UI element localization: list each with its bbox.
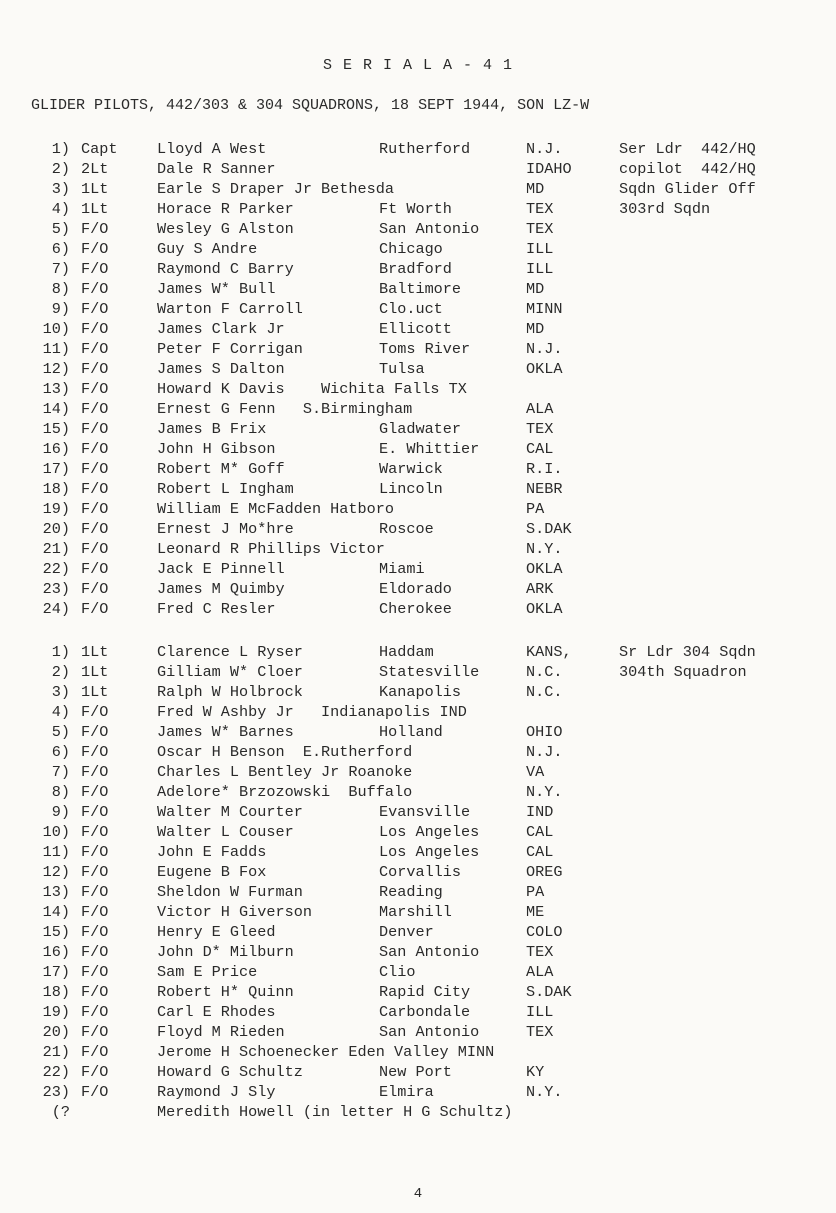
- row-name: Raymond J Sly: [157, 1083, 276, 1101]
- row-name: Robert H* Quinn: [157, 983, 294, 1001]
- row-rank: Capt: [81, 140, 118, 158]
- row-name: Sheldon W Furman: [157, 883, 303, 901]
- row-city: San Antonio: [379, 220, 480, 238]
- row-number: 21): [42, 540, 70, 558]
- row-entry: Charles L Bentley Jr Roanoke: [157, 763, 413, 781]
- row-entry: William E McFadden Hatboro: [157, 500, 394, 518]
- row-name: Robert L Ingham: [157, 480, 294, 498]
- row-city: Gladwater: [379, 420, 462, 438]
- row-name: James M Quimby: [157, 580, 285, 598]
- row-rank: 1Lt: [81, 180, 109, 198]
- row-name: Ralph W Holbrock: [157, 683, 303, 701]
- row-city: Warwick: [379, 460, 443, 478]
- row-entry: Jerome H Schoenecker Eden Valley MINN: [157, 1043, 495, 1061]
- row-state: TEX: [526, 200, 554, 218]
- row-state: N.J.: [526, 140, 563, 158]
- row-note: 303rd Sqdn: [619, 200, 711, 218]
- row-state: ARK: [526, 580, 554, 598]
- row-entry: Earle S Draper Jr Bethesda: [157, 180, 394, 198]
- row-rank: F/O: [81, 520, 109, 538]
- row-state: ALA: [526, 963, 554, 981]
- row-rank: F/O: [81, 883, 109, 901]
- row-number: 13): [42, 380, 70, 398]
- row-rank: F/O: [81, 763, 109, 781]
- row-rank: F/O: [81, 460, 109, 478]
- row-number: 13): [42, 883, 70, 901]
- row-city: Ellicott: [379, 320, 452, 338]
- row-city: Eldorado: [379, 580, 452, 598]
- row-rank: F/O: [81, 723, 109, 741]
- row-number: 22): [42, 1063, 70, 1081]
- row-number: 2): [51, 160, 70, 178]
- row-rank: F/O: [81, 560, 109, 578]
- row-state: COLO: [526, 923, 563, 941]
- row-city: Elmira: [379, 1083, 434, 1101]
- row-note: copilot 442/HQ: [619, 160, 756, 178]
- row-state: CAL: [526, 823, 554, 841]
- row-number: 10): [42, 320, 70, 338]
- row-name: Horace R Parker: [157, 200, 294, 218]
- row-number: 7): [51, 260, 70, 278]
- row-city: Kanapolis: [379, 683, 462, 701]
- row-number: 11): [42, 843, 70, 861]
- row-number: 18): [42, 983, 70, 1001]
- row-state: CAL: [526, 843, 554, 861]
- row-rank: F/O: [81, 863, 109, 881]
- row-city: Los Angeles: [379, 823, 480, 841]
- row-city: San Antonio: [379, 943, 480, 961]
- row-city: Toms River: [379, 340, 471, 358]
- row-name: Wesley G Alston: [157, 220, 294, 238]
- row-state: N.Y.: [526, 1083, 563, 1101]
- row-city: E. Whittier: [379, 440, 480, 458]
- row-entry: Fred W Ashby Jr Indianapolis IND: [157, 703, 467, 721]
- row-name: Peter F Corrigan: [157, 340, 303, 358]
- row-number: 5): [51, 220, 70, 238]
- row-state: R.I.: [526, 460, 563, 478]
- row-number: 19): [42, 1003, 70, 1021]
- row-state: N.Y.: [526, 783, 563, 801]
- row-city: San Antonio: [379, 1023, 480, 1041]
- row-state: KY: [526, 1063, 545, 1081]
- row-number: 24): [42, 600, 70, 618]
- row-state: ILL: [526, 1003, 554, 1021]
- row-state: PA: [526, 500, 545, 518]
- row-name: Gilliam W* Cloer: [157, 663, 303, 681]
- row-state: ME: [526, 903, 545, 921]
- row-number: 11): [42, 340, 70, 358]
- row-rank: F/O: [81, 1083, 109, 1101]
- row-number: 9): [51, 300, 70, 318]
- row-city: Miami: [379, 560, 425, 578]
- row-rank: F/O: [81, 580, 109, 598]
- row-state: N.C.: [526, 683, 563, 701]
- row-state: MINN: [526, 300, 563, 318]
- row-state: PA: [526, 883, 545, 901]
- row-rank: F/O: [81, 783, 109, 801]
- row-rank: F/O: [81, 440, 109, 458]
- row-number: 19): [42, 500, 70, 518]
- row-number: 17): [42, 963, 70, 981]
- row-state: IDAHO: [526, 160, 572, 178]
- row-name: Ernest J Mo*hre: [157, 520, 294, 538]
- row-rank: 1Lt: [81, 643, 109, 661]
- row-city: Clio: [379, 963, 416, 981]
- row-name: Walter M Courter: [157, 803, 303, 821]
- row-rank: 1Lt: [81, 663, 109, 681]
- row-number: 10): [42, 823, 70, 841]
- row-rank: F/O: [81, 480, 109, 498]
- row-name: Sam E Price: [157, 963, 258, 981]
- row-state: N.C.: [526, 663, 563, 681]
- row-name: Floyd M Rieden: [157, 1023, 285, 1041]
- row-city: Marshill: [379, 903, 452, 921]
- row-name: James W* Bull: [157, 280, 276, 298]
- row-rank: F/O: [81, 963, 109, 981]
- row-state: TEX: [526, 420, 554, 438]
- row-name: Raymond C Barry: [157, 260, 294, 278]
- row-city: Carbondale: [379, 1003, 471, 1021]
- row-state: S.DAK: [526, 520, 572, 538]
- row-rank: F/O: [81, 360, 109, 378]
- row-number: 17): [42, 460, 70, 478]
- row-rank: F/O: [81, 903, 109, 921]
- row-number: 4): [51, 200, 70, 218]
- page-number: 4: [413, 1186, 423, 1202]
- row-name: James Clark Jr: [157, 320, 285, 338]
- row-number: 9): [51, 803, 70, 821]
- row-rank: F/O: [81, 240, 109, 258]
- row-name: Jack E Pinnell: [157, 560, 285, 578]
- row-entry: Howard K Davis Wichita Falls TX: [157, 380, 467, 398]
- row-city: Denver: [379, 923, 434, 941]
- row-state: ALA: [526, 400, 554, 418]
- row-number: 23): [42, 580, 70, 598]
- row-rank: F/O: [81, 260, 109, 278]
- row-name: Dale R Sanner: [157, 160, 276, 178]
- row-rank: F/O: [81, 320, 109, 338]
- row-state: OKLA: [526, 360, 563, 378]
- row-number: 3): [51, 683, 70, 701]
- row-rank: F/O: [81, 400, 109, 418]
- row-number: 16): [42, 943, 70, 961]
- row-rank: 1Lt: [81, 200, 109, 218]
- row-rank: F/O: [81, 923, 109, 941]
- row-number: 20): [42, 1023, 70, 1041]
- row-rank: 2Lt: [81, 160, 109, 178]
- row-state: OHIO: [526, 723, 563, 741]
- roster-subtitle: GLIDER PILOTS, 442/303 & 304 SQUADRONS, 18 SEPT 1944, SON LZ-W: [31, 97, 590, 114]
- row-city: Los Angeles: [379, 843, 480, 861]
- row-name: James S Dalton: [157, 360, 285, 378]
- row-state: ILL: [526, 260, 554, 278]
- row-note: Sqdn Glider Off: [619, 180, 756, 198]
- row-note: Sr Ldr 304 Sqdn: [619, 643, 756, 661]
- row-rank: F/O: [81, 280, 109, 298]
- row-name: Howard G Schultz: [157, 1063, 303, 1081]
- row-name: Lloyd A West: [157, 140, 267, 158]
- row-state: MD: [526, 180, 545, 198]
- row-state: OREG: [526, 863, 563, 881]
- row-number: 1): [51, 643, 70, 661]
- row-entry: Adelore* Brzozowski Buffalo: [157, 783, 413, 801]
- row-state: TEX: [526, 1023, 554, 1041]
- row-rank: F/O: [81, 983, 109, 1001]
- row-rank: F/O: [81, 1063, 109, 1081]
- row-city: Clo.uct: [379, 300, 443, 318]
- row-number: 6): [51, 743, 70, 761]
- row-name: Fred C Resler: [157, 600, 276, 618]
- row-city: New Port: [379, 1063, 452, 1081]
- row-state: ILL: [526, 240, 554, 258]
- row-rank: F/O: [81, 843, 109, 861]
- row-rank: F/O: [81, 1023, 109, 1041]
- row-rank: F/O: [81, 823, 109, 841]
- row-city: Bradford: [379, 260, 452, 278]
- row-note: Ser Ldr 442/HQ: [619, 140, 756, 158]
- row-name: Victor H Giverson: [157, 903, 312, 921]
- row-number: 7): [51, 763, 70, 781]
- row-city: Statesville: [379, 663, 480, 681]
- row-state: OKLA: [526, 560, 563, 578]
- row-entry: Meredith Howell (in letter H G Schultz): [157, 1103, 513, 1121]
- row-state: CAL: [526, 440, 554, 458]
- row-city: Baltimore: [379, 280, 462, 298]
- row-number: 14): [42, 903, 70, 921]
- row-rank: F/O: [81, 300, 109, 318]
- row-name: John E Fadds: [157, 843, 267, 861]
- row-rank: F/O: [81, 220, 109, 238]
- row-number: 21): [42, 1043, 70, 1061]
- row-state: S.DAK: [526, 983, 572, 1001]
- row-number: 20): [42, 520, 70, 538]
- row-number: 12): [42, 863, 70, 881]
- row-state: N.J.: [526, 340, 563, 358]
- row-number: 2): [51, 663, 70, 681]
- row-rank: F/O: [81, 600, 109, 618]
- row-number: 22): [42, 560, 70, 578]
- row-city: Roscoe: [379, 520, 434, 538]
- row-number: 5): [51, 723, 70, 741]
- serial-heading: S E R I A L A - 4 1: [322, 57, 514, 74]
- row-rank: F/O: [81, 500, 109, 518]
- row-city: Corvallis: [379, 863, 462, 881]
- row-state: N.J.: [526, 743, 563, 761]
- row-number: 18): [42, 480, 70, 498]
- row-city: Tulsa: [379, 360, 425, 378]
- row-number: 6): [51, 240, 70, 258]
- row-number: 8): [51, 280, 70, 298]
- row-rank: F/O: [81, 1043, 109, 1061]
- row-rank: F/O: [81, 703, 109, 721]
- row-rank: 1Lt: [81, 683, 109, 701]
- row-state: NEBR: [526, 480, 563, 498]
- row-name: John D* Milburn: [157, 943, 294, 961]
- row-number: 3): [51, 180, 70, 198]
- row-city: Ft Worth: [379, 200, 452, 218]
- row-state: TEX: [526, 220, 554, 238]
- row-number: 8): [51, 783, 70, 801]
- row-entry: Leonard R Phillips Victor: [157, 540, 385, 558]
- row-name: Carl E Rhodes: [157, 1003, 276, 1021]
- row-note: 304th Squadron: [619, 663, 747, 681]
- row-number: 14): [42, 400, 70, 418]
- row-city: Reading: [379, 883, 443, 901]
- row-state: MD: [526, 320, 545, 338]
- row-name: Clarence L Ryser: [157, 643, 303, 661]
- row-name: James W* Barnes: [157, 723, 294, 741]
- row-number: 23): [42, 1083, 70, 1101]
- row-city: Lincoln: [379, 480, 443, 498]
- row-city: Rapid City: [379, 983, 471, 1001]
- row-city: Evansville: [379, 803, 471, 821]
- row-entry: Ernest G Fenn S.Birmingham: [157, 400, 413, 418]
- row-city: Haddam: [379, 643, 434, 661]
- row-number: 15): [42, 923, 70, 941]
- row-number: (?: [51, 1103, 70, 1121]
- row-name: James B Frix: [157, 420, 267, 438]
- row-number: 4): [51, 703, 70, 721]
- row-state: KANS,: [526, 643, 572, 661]
- row-city: Cherokee: [379, 600, 452, 618]
- row-rank: F/O: [81, 380, 109, 398]
- row-name: Guy S Andre: [157, 240, 258, 258]
- row-number: 12): [42, 360, 70, 378]
- row-rank: F/O: [81, 420, 109, 438]
- row-city: Holland: [379, 723, 443, 741]
- row-state: OKLA: [526, 600, 563, 618]
- row-number: 16): [42, 440, 70, 458]
- row-name: Warton F Carroll: [157, 300, 303, 318]
- row-state: IND: [526, 803, 554, 821]
- row-city: Rutherford: [379, 140, 471, 158]
- row-name: Henry E Gleed: [157, 923, 276, 941]
- row-state: MD: [526, 280, 545, 298]
- row-state: TEX: [526, 943, 554, 961]
- row-rank: F/O: [81, 803, 109, 821]
- row-number: 1): [51, 140, 70, 158]
- row-rank: F/O: [81, 1003, 109, 1021]
- row-rank: F/O: [81, 540, 109, 558]
- row-name: Eugene B Fox: [157, 863, 267, 881]
- row-city: Chicago: [379, 240, 443, 258]
- row-rank: F/O: [81, 340, 109, 358]
- row-rank: F/O: [81, 943, 109, 961]
- row-rank: F/O: [81, 743, 109, 761]
- row-entry: Oscar H Benson E.Rutherford: [157, 743, 413, 761]
- row-state: VA: [526, 763, 545, 781]
- row-name: John H Gibson: [157, 440, 276, 458]
- row-name: Walter L Couser: [157, 823, 294, 841]
- row-name: Robert M* Goff: [157, 460, 285, 478]
- row-state: N.Y.: [526, 540, 563, 558]
- row-number: 15): [42, 420, 70, 438]
